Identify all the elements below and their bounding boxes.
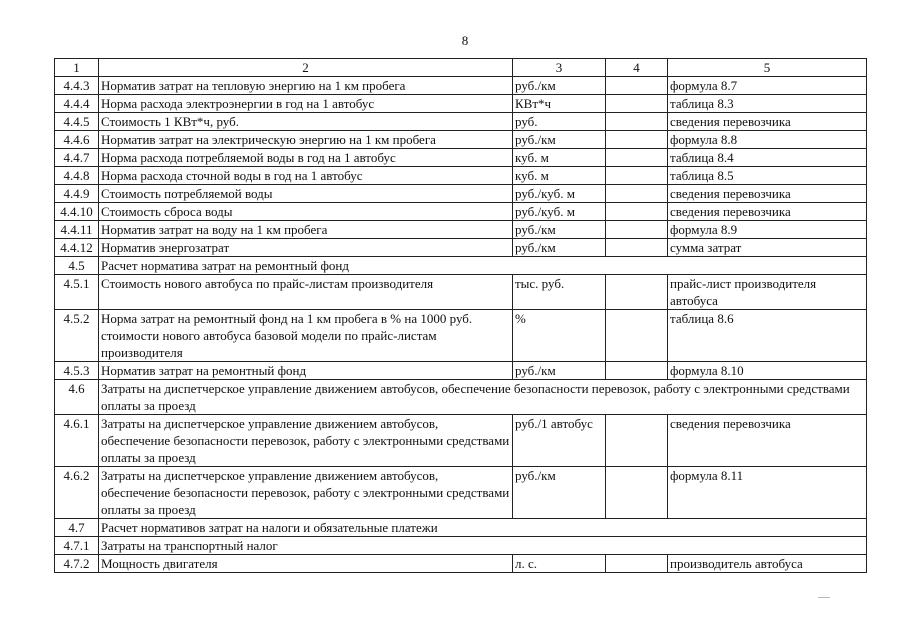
row-name: Норма расхода сточной воды в год на 1 автобус (99, 167, 513, 185)
row-name: Стоимость нового автобуса по прайс-листам производителя (99, 275, 513, 310)
row-source: формула 8.11 (668, 467, 867, 519)
row-unit: руб./1 автобус (513, 415, 606, 467)
row-col4 (606, 203, 668, 221)
table-row (55, 415, 867, 467)
row-col4 (606, 95, 668, 113)
row-col4 (606, 167, 668, 185)
table-row (55, 310, 867, 362)
section-title: Расчет норматива затрат на ремонтный фонд (99, 257, 867, 275)
row-number: 4.5.2 (55, 310, 99, 362)
row-unit: руб./км (513, 221, 606, 239)
section-number: 4.7 (55, 519, 99, 537)
row-source: формула 8.10 (668, 362, 867, 380)
row-col4 (606, 239, 668, 257)
table-section-row (55, 537, 867, 555)
row-unit: руб./км (513, 77, 606, 95)
row-number: 4.4.3 (55, 77, 99, 95)
row-name: Норма затрат на ремонтный фонд на 1 км пробега в % на 1000 руб. стоимости нового автобуса базовой модели по прайс-листам производителя (99, 310, 513, 362)
row-unit: руб./км (513, 131, 606, 149)
row-col4 (606, 415, 668, 467)
row-number: 4.6.1 (55, 415, 99, 467)
row-name: Норматив затрат на электрическую энергию на 1 км пробега (99, 131, 513, 149)
table-section-row (55, 257, 867, 275)
row-unit: руб./куб. м (513, 203, 606, 221)
page-number: 8 (461, 33, 469, 48)
table-row (55, 113, 867, 131)
row-name: Норма расхода потребляемой воды в год на 1 автобус (99, 149, 513, 167)
row-unit: % (513, 310, 606, 362)
row-source: сведения перевозчика (668, 113, 867, 131)
table-row (55, 131, 867, 149)
row-unit: л. с. (513, 555, 606, 573)
row-source: таблица 8.5 (668, 167, 867, 185)
row-source: таблица 8.6 (668, 310, 867, 362)
header-cell: 2 (99, 59, 513, 77)
row-unit: руб./км (513, 239, 606, 257)
row-source: производитель автобуса (668, 555, 867, 573)
table-section-row (55, 380, 867, 415)
row-unit: куб. м (513, 167, 606, 185)
row-source: таблица 8.3 (668, 95, 867, 113)
header-cell: 3 (513, 59, 606, 77)
scan-mark (818, 597, 830, 598)
table-row (55, 167, 867, 185)
row-name: Стоимость 1 КВт*ч, руб. (99, 113, 513, 131)
row-number: 4.5.1 (55, 275, 99, 310)
row-number: 4.4.10 (55, 203, 99, 221)
row-col4 (606, 113, 668, 131)
row-name: Затраты на диспетчерское управление движением автобусов, обеспечение безопасности перевозок, работу с электронными средствами оплаты за проезд (99, 467, 513, 519)
row-number: 4.4.11 (55, 221, 99, 239)
row-name: Стоимость сброса воды (99, 203, 513, 221)
header-cell: 1 (55, 59, 99, 77)
row-number: 4.7.2 (55, 555, 99, 573)
row-source: прайс-лист производителя автобуса (668, 275, 867, 310)
row-source: сведения перевозчика (668, 185, 867, 203)
row-unit: руб./куб. м (513, 185, 606, 203)
row-col4 (606, 310, 668, 362)
section-number: 4.6 (55, 380, 99, 415)
table-row (55, 275, 867, 310)
row-name: Норматив затрат на тепловую энергию на 1 км пробега (99, 77, 513, 95)
section-title: Расчет нормативов затрат на налоги и обязательные платежи (99, 519, 867, 537)
row-unit: КВт*ч (513, 95, 606, 113)
header-cell: 4 (606, 59, 668, 77)
row-number: 4.5.3 (55, 362, 99, 380)
row-source: сведения перевозчика (668, 203, 867, 221)
row-col4 (606, 467, 668, 519)
row-source: формула 8.7 (668, 77, 867, 95)
row-col4 (606, 185, 668, 203)
row-col4 (606, 275, 668, 310)
table-row (55, 239, 867, 257)
table-row (55, 95, 867, 113)
section-number: 4.5 (55, 257, 99, 275)
row-col4 (606, 77, 668, 95)
row-col4 (606, 131, 668, 149)
row-number: 4.4.6 (55, 131, 99, 149)
row-name: Норматив затрат на ремонтный фонд (99, 362, 513, 380)
table-row (55, 185, 867, 203)
row-source: таблица 8.4 (668, 149, 867, 167)
row-name: Норматив энергозатрат (99, 239, 513, 257)
row-name: Стоимость потребляемой воды (99, 185, 513, 203)
table-row (55, 77, 867, 95)
row-col4 (606, 149, 668, 167)
row-source: формула 8.8 (668, 131, 867, 149)
row-unit: куб. м (513, 149, 606, 167)
row-name: Затраты на диспетчерское управление движением автобусов, обеспечение безопасности перевозок, работу с электронными средствами оплаты за проезд (99, 415, 513, 467)
row-number: 4.4.4 (55, 95, 99, 113)
row-name: Мощность двигателя (99, 555, 513, 573)
row-source: сумма затрат (668, 239, 867, 257)
table-row (55, 555, 867, 573)
table-row (55, 467, 867, 519)
row-unit: руб./км (513, 362, 606, 380)
table-section-row (55, 519, 867, 537)
row-unit: тыс. руб. (513, 275, 606, 310)
row-number: 4.4.9 (55, 185, 99, 203)
section-title: Затраты на диспетчерское управление движением автобусов, обеспечение безопасности перевозок, работу с электронными средствами оплаты за проезд (99, 380, 867, 415)
row-number: 4.4.12 (55, 239, 99, 257)
row-unit: руб. (513, 113, 606, 131)
row-col4 (606, 362, 668, 380)
row-name: Норматив затрат на воду на 1 км пробега (99, 221, 513, 239)
section-title: Затраты на транспортный налог (99, 537, 867, 555)
row-number: 4.4.7 (55, 149, 99, 167)
row-unit: руб./км (513, 467, 606, 519)
row-number: 4.4.5 (55, 113, 99, 131)
table-header-row (55, 59, 867, 77)
row-col4 (606, 555, 668, 573)
table-row (55, 203, 867, 221)
row-source: формула 8.9 (668, 221, 867, 239)
section-number: 4.7.1 (55, 537, 99, 555)
row-name: Норма расхода электроэнергии в год на 1 автобус (99, 95, 513, 113)
header-cell: 5 (668, 59, 867, 77)
table-row (55, 149, 867, 167)
row-col4 (606, 221, 668, 239)
table-row (55, 221, 867, 239)
norms-table (54, 58, 867, 573)
row-number: 4.4.8 (55, 167, 99, 185)
row-number: 4.6.2 (55, 467, 99, 519)
row-source: сведения перевозчика (668, 415, 867, 467)
table-row (55, 362, 867, 380)
